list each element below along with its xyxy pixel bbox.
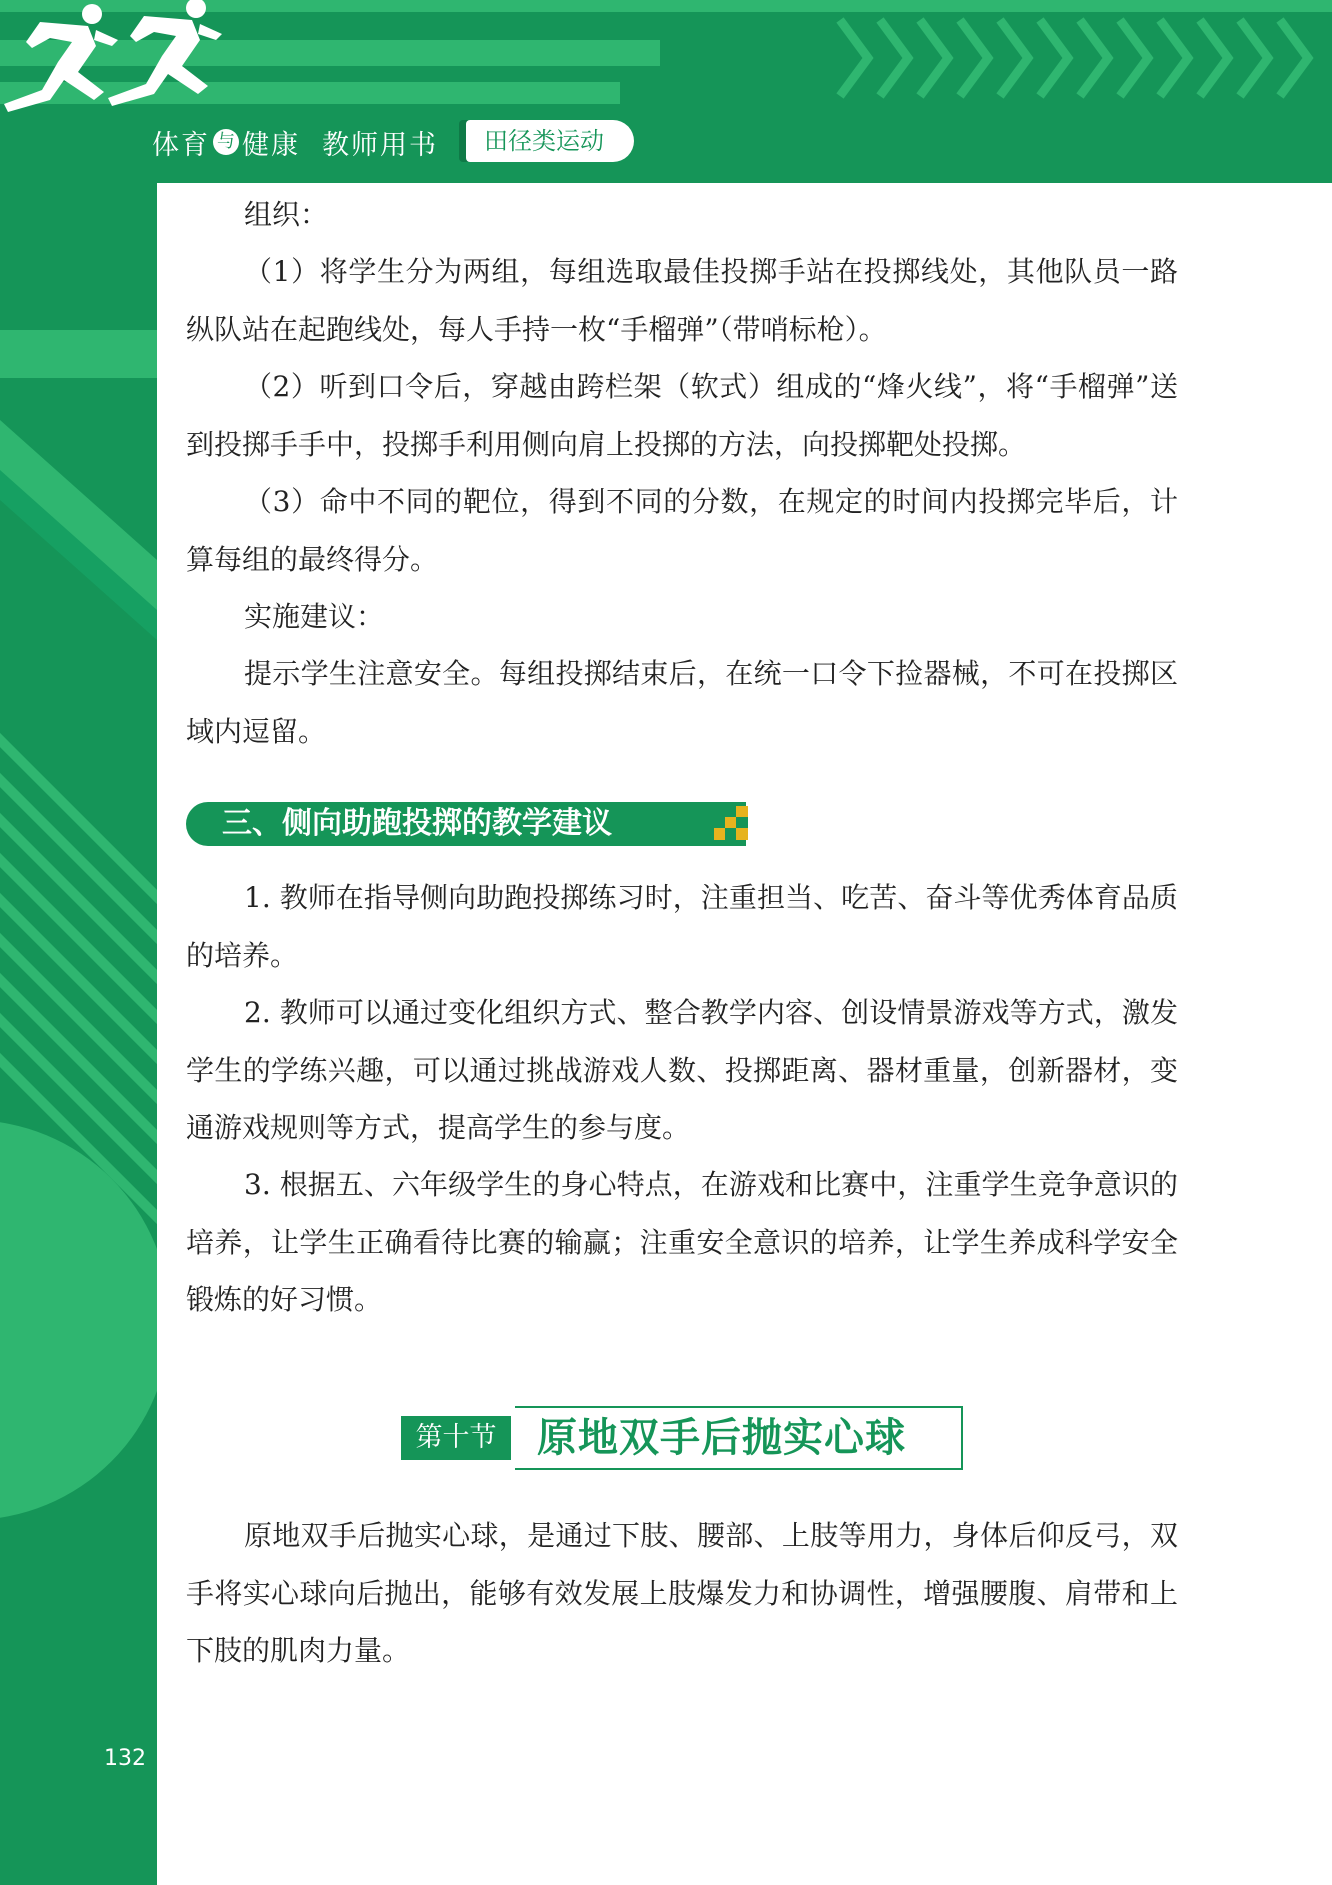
page-header-banner: [0, 0, 1332, 183]
brand-text-teacher-book: 教师用书: [322, 129, 438, 161]
advice-item-2: 2. 教师可以通过变化组织方式、整合教学内容、创设情景游戏等方式，激发学生的学练兴趣，可以通过挑战游戏人数、投掷距离、器材重量，创新器材，变通游戏规则等方式，提高学生的参与度。: [186, 996, 1178, 1144]
org-step-3: （3）命中不同的靶位，得到不同的分数，在规定的时间内投掷完毕后，计算每组的最终得分。: [186, 485, 1178, 576]
chapter-number: 第十节: [401, 1416, 511, 1460]
advice-item-1: 1. 教师在指导侧向助跑投掷练习时，注重担当、吃苦、奋斗等优秀体育品质的培养。: [186, 881, 1178, 972]
advice-text: 提示学生注意安全。每组投掷结束后，在统一口令下捡器械，不可在投掷区域内逗留。: [186, 657, 1178, 748]
checker-decoration-icon: [714, 806, 748, 840]
category-tag: 田径类运动: [466, 120, 634, 162]
brand-text-sports: 体育: [152, 129, 210, 161]
section-heading: 三、侧向助跑投掷的教学建议: [186, 802, 746, 846]
org-step-1: （1）将学生分为两组，每组选取最佳投掷手站在投掷线处，其他队员一路纵队站在起跑线处，每人手持一枚“手榴弹”（带哨标枪）。: [186, 255, 1178, 346]
left-decorative-band: [0, 0, 157, 1885]
book-brand: [152, 124, 438, 160]
brand-circle-mark: 与: [213, 129, 239, 155]
advice-label: 实施建议：: [244, 600, 385, 633]
org-step-2: （2）听到口令后，穿越由跨栏架（软式）组成的“烽火线”，将“手榴弹”送到投掷手手中，投掷手利用侧向肩上投掷的方法，向投掷靶处投掷。: [186, 370, 1178, 461]
sidebar-pattern: [0, 0, 157, 1885]
brand-text-health: 健康: [242, 129, 300, 161]
page-number: 132: [104, 1746, 146, 1771]
chapter-title: 原地双手后抛实心球: [537, 1415, 906, 1461]
org-label: 组织：: [244, 198, 329, 231]
sprinters-silhouette-icon: [0, 0, 240, 120]
chapter-intro: 原地双手后抛实心球，是通过下肢、腰部、上肢等用力，身体后仰反弓，双手将实心球向后抛出，能够有效发展上肢爆发力和协调性，增强腰腹、肩带和上下肢的肌肉力量。: [186, 1519, 1178, 1667]
advice-item-3: 3. 根据五、六年级学生的身心特点，在游戏和比赛中，注重学生竞争意识的培养，让学生正确看待比赛的输赢；注重安全意识的培养，让学生养成科学安全锻炼的好习惯。: [186, 1168, 1178, 1316]
